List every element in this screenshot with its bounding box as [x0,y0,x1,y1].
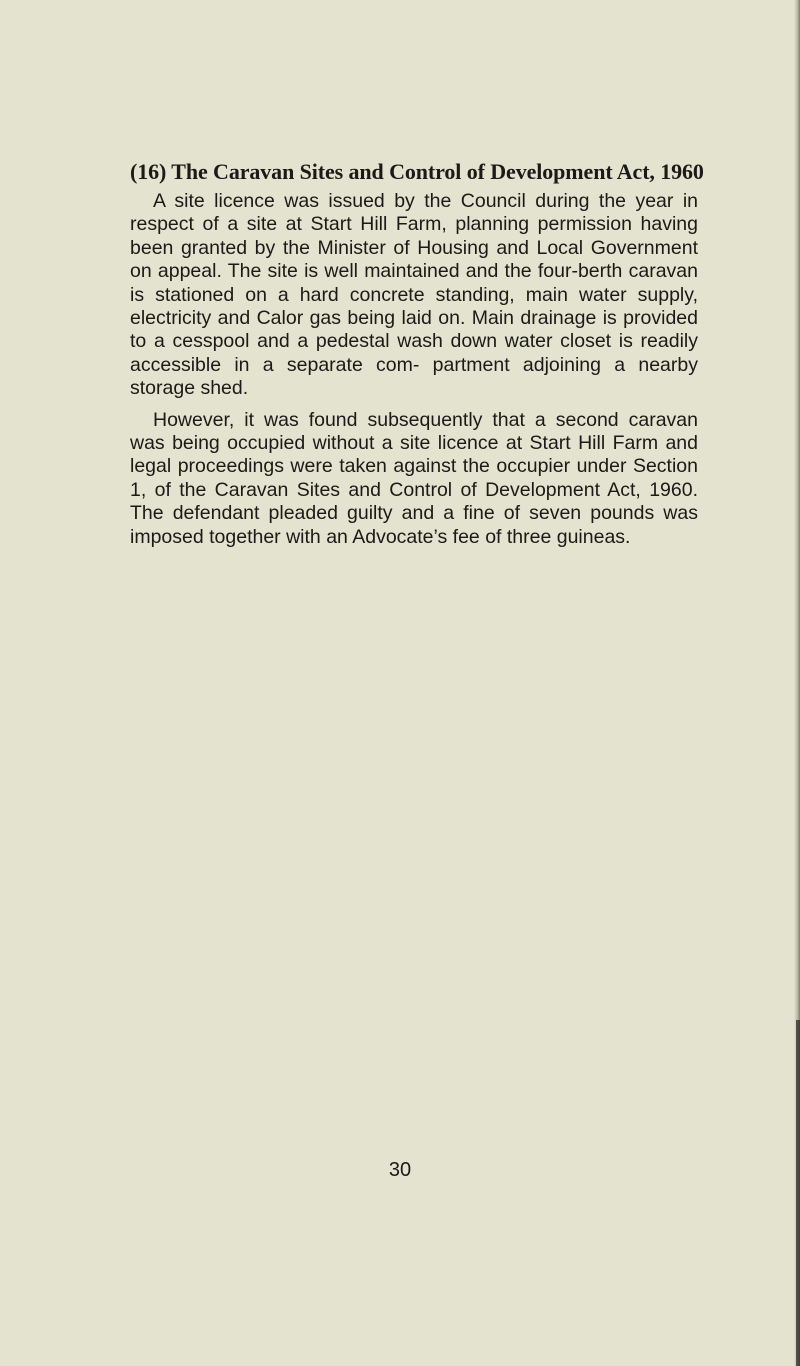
section-heading: (16) The Caravan Sites and Control of Development Act, 1960 [130,159,704,184]
paragraph-site-licence: A site licence was issued by the Council during the year in respect of a site at Start Hill Farm, planning permission having been granted by the Minister of Housing and Local Government on appeal. The site is well maintained and the four-berth caravan is stationed on a hard concrete standing, main water supply, electricity and Calor gas being laid on. Main drainage is provided to a cesspool and a pedestal wash down water closet is readily accessible in a separate com- partment adjoining a nearby storage shed. [130,190,698,400]
paragraph-legal-proceedings: However, it was found subsequently that a second caravan was being occupied without a site licence at Start Hill Farm and legal proceedings were taken against the occupier under Section 1, of the Caravan Sites and Control of Development Act, 1960. The defendant pleaded guilty and a fine of seven pounds was imposed together with an Advocate’s fee of three guineas. [130,408,698,548]
page-edge-shadow [796,1020,800,1366]
page-number: 30 [388,1159,412,1181]
page-content [130,158,704,557]
